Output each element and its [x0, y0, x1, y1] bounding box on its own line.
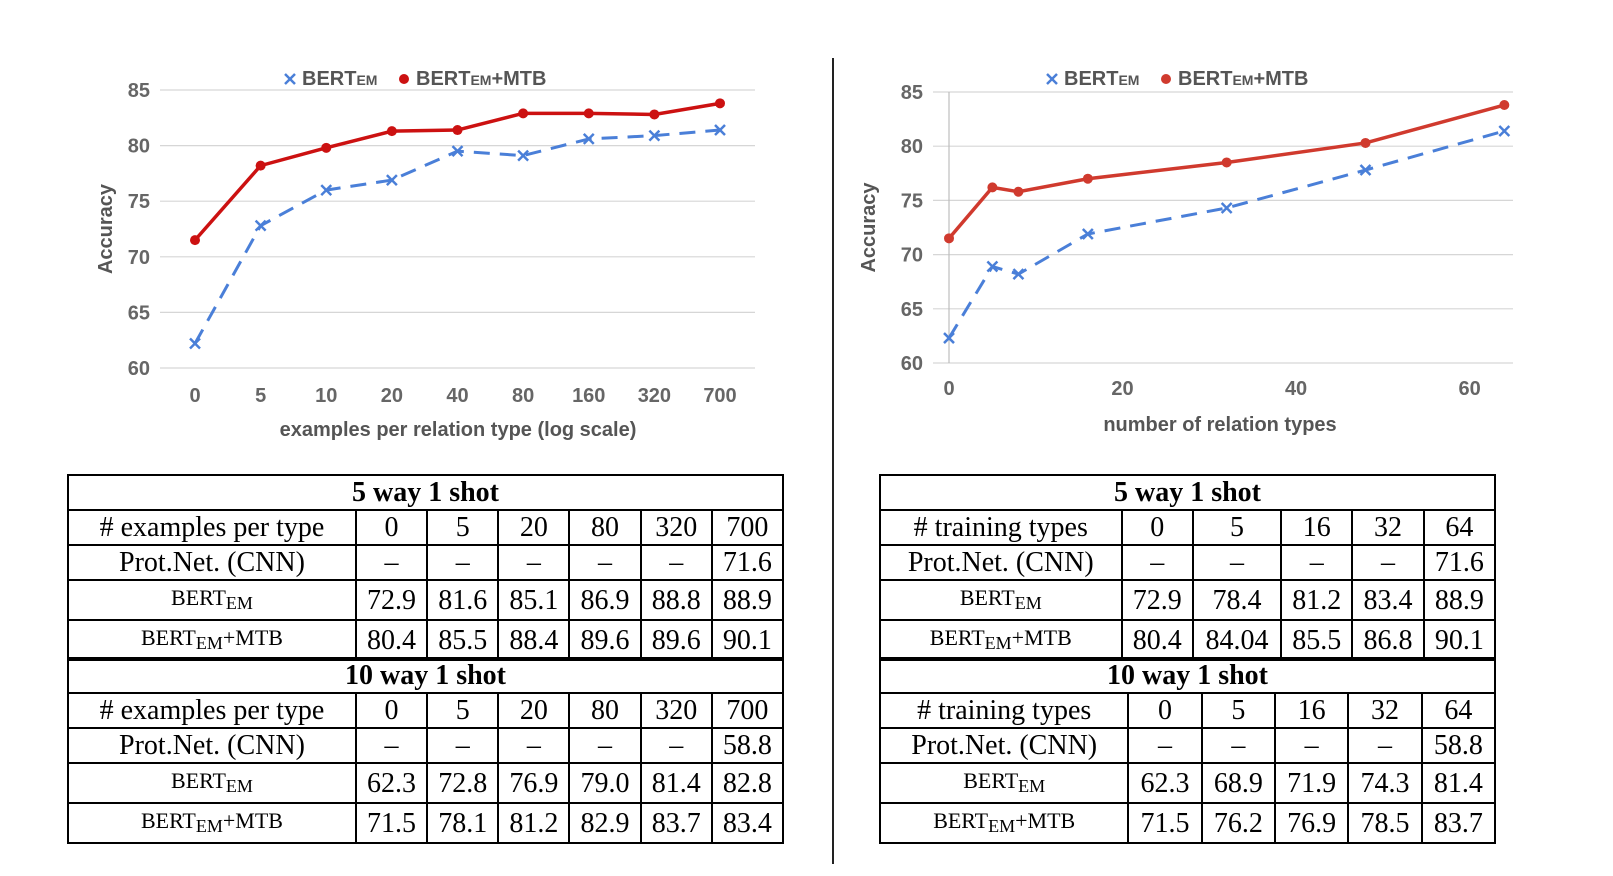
table-cell: 72.8 — [427, 763, 498, 803]
table-cell: 80.4 — [1122, 620, 1193, 660]
header-cell: 20 — [498, 510, 569, 545]
row-label — [68, 580, 356, 620]
row-label: Prot.Net. (CNN) — [68, 728, 356, 763]
header-cell: 320 — [641, 510, 712, 545]
table-title: 10 way 1 shot — [68, 658, 783, 693]
data-point-x — [1222, 203, 1232, 213]
table-row — [68, 620, 783, 660]
table-cell: 72.9 — [1122, 580, 1193, 620]
header-cell: 700 — [712, 510, 783, 545]
data-point-circle — [321, 143, 331, 153]
row-label-base: BERT — [140, 808, 196, 833]
table-cell: 71.5 — [356, 803, 427, 843]
data-point-circle — [649, 109, 659, 119]
header-cell: 80 — [569, 693, 640, 728]
table-cell: 78.4 — [1193, 580, 1281, 620]
table-cell: – — [498, 728, 569, 763]
data-point-circle — [944, 233, 954, 243]
data-point-x — [256, 221, 266, 231]
panel-divider — [832, 58, 834, 864]
data-point-circle — [1499, 100, 1509, 110]
table-cell: 79.0 — [569, 763, 640, 803]
table-cell: 86.8 — [1352, 620, 1423, 660]
right-line-chart — [840, 40, 1613, 450]
y-tick-label: 85 — [127, 80, 150, 102]
y-tick-label: 65 — [127, 302, 150, 325]
data-point-circle — [1013, 187, 1023, 197]
data-point-circle — [1222, 157, 1232, 167]
row-label-sub: EM — [988, 816, 1016, 836]
left-table-5way — [67, 474, 784, 661]
row-label-sub: EM — [984, 633, 1012, 653]
table-title: 5 way 1 shot — [68, 475, 783, 510]
table-cell: – — [356, 545, 427, 580]
table-row — [880, 545, 1495, 580]
data-point-circle — [987, 182, 997, 192]
table-cell: 85.1 — [498, 580, 569, 620]
table-cell: 62.3 — [1128, 763, 1201, 803]
table-cell: 88.9 — [712, 580, 783, 620]
legend-label-0: BERTEM — [302, 68, 378, 90]
table-cell: – — [1281, 545, 1352, 580]
row-label-base: BERT — [963, 768, 1019, 793]
table-row — [880, 580, 1495, 620]
y-tick-label: 75 — [900, 190, 923, 213]
x-axis-title: number of relation types — [1103, 414, 1337, 436]
header-cell: 0 — [1128, 693, 1201, 728]
data-point-x — [190, 339, 200, 349]
table-cell: 78.1 — [427, 803, 498, 843]
table-cell: 85.5 — [427, 620, 498, 660]
table-row — [68, 728, 783, 763]
table-cell: 72.9 — [356, 580, 427, 620]
right-table-10way — [879, 657, 1496, 844]
x-tick-label: 40 — [1284, 378, 1308, 400]
table-cell: – — [356, 728, 427, 763]
data-point-circle — [518, 108, 528, 118]
table-cell: 71.9 — [1275, 763, 1348, 803]
header-cell: 64 — [1424, 510, 1495, 545]
row-label — [880, 580, 1122, 620]
row-label-sub: EM — [195, 816, 223, 836]
header-label: # examples per type — [68, 693, 356, 728]
header-label: # examples per type — [68, 510, 356, 545]
row-label — [68, 620, 356, 660]
table-cell: – — [498, 545, 569, 580]
table-cell: 78.5 — [1348, 803, 1421, 843]
x-tick-label: 80 — [512, 385, 535, 407]
row-label-sub: EM — [225, 776, 253, 796]
data-point-circle — [715, 98, 725, 108]
row-label — [68, 803, 356, 843]
header-cell: 32 — [1348, 693, 1421, 728]
table-title: 10 way 1 shot — [880, 658, 1495, 693]
table-cell: – — [427, 545, 498, 580]
table-cell: 82.9 — [569, 803, 640, 843]
y-axis-title: Accuracy — [858, 182, 880, 273]
table-cell: – — [1352, 545, 1423, 580]
x-tick-label: 40 — [446, 385, 469, 407]
row-label — [68, 763, 356, 803]
table-header-row — [880, 510, 1495, 545]
table-cell: – — [569, 545, 640, 580]
table-row — [880, 803, 1495, 843]
row-label: Prot.Net. (CNN) — [880, 728, 1128, 763]
table-header-row — [880, 693, 1495, 728]
table-cell: 71.6 — [712, 545, 783, 580]
row-label-sub: EM — [1014, 593, 1042, 613]
row-label-base: BERT — [140, 625, 196, 650]
data-point-circle — [1083, 174, 1093, 184]
series-line-1 — [195, 103, 720, 240]
table-cell: 86.9 — [569, 580, 640, 620]
x-tick-label: 5 — [255, 385, 267, 407]
left-line-chart — [0, 40, 810, 450]
x-tick-label: 60 — [1458, 378, 1481, 400]
table-cell: 81.2 — [498, 803, 569, 843]
row-label-suffix: +MTB — [1011, 625, 1072, 650]
row-label-base: BERT — [171, 768, 226, 793]
legend-marker-0 — [285, 74, 295, 84]
x-tick-label: 20 — [1111, 378, 1134, 400]
row-label-suffix: +MTB — [1015, 808, 1076, 833]
table-cell: – — [641, 545, 712, 580]
table-row — [68, 580, 783, 620]
x-tick-label: 700 — [703, 385, 737, 407]
table-cell: 81.4 — [641, 763, 712, 803]
y-tick-label: 60 — [900, 353, 923, 375]
x-axis-title: examples per relation type (log scale) — [279, 419, 637, 441]
table-cell: 58.8 — [1422, 728, 1495, 763]
table-cell: 84.04 — [1193, 620, 1281, 660]
table-cell: 76.2 — [1202, 803, 1275, 843]
table-cell: 89.6 — [641, 620, 712, 660]
left-table-10way — [67, 657, 784, 844]
row-label: Prot.Net. (CNN) — [68, 545, 356, 580]
row-label-base: BERT — [171, 585, 226, 610]
x-tick-label: 320 — [637, 385, 672, 407]
data-point-circle — [190, 235, 200, 245]
table-cell: 81.6 — [427, 580, 498, 620]
row-label-base: BERT — [929, 625, 985, 650]
table-cell: 76.9 — [498, 763, 569, 803]
legend-label-1: BERTEM+MTB — [1178, 68, 1309, 90]
header-cell: 20 — [498, 693, 569, 728]
header-cell: 0 — [356, 510, 427, 545]
table-row — [880, 620, 1495, 660]
header-cell: 0 — [1122, 510, 1193, 545]
y-tick-label: 75 — [127, 191, 150, 214]
row-label-base: BERT — [959, 585, 1015, 610]
row-label: Prot.Net. (CNN) — [880, 545, 1122, 580]
table-cell: 82.8 — [712, 763, 783, 803]
table-cell: 83.4 — [712, 803, 783, 843]
table-cell: 76.9 — [1275, 803, 1348, 843]
table-cell: 71.5 — [1128, 803, 1201, 843]
table-title: 5 way 1 shot — [880, 475, 1495, 510]
header-cell: 700 — [712, 693, 783, 728]
row-label-suffix: +MTB — [222, 625, 283, 650]
table-cell: – — [1122, 545, 1193, 580]
table-row — [68, 803, 783, 843]
data-point-circle — [1360, 138, 1370, 148]
data-point-circle — [584, 108, 594, 118]
row-label — [880, 620, 1122, 660]
table-row — [68, 763, 783, 803]
legend-marker-0 — [1047, 74, 1057, 84]
table-header-row — [68, 693, 783, 728]
table-cell: 80.4 — [356, 620, 427, 660]
table-cell: 83.7 — [641, 803, 712, 843]
row-label — [880, 803, 1128, 843]
header-cell: 16 — [1281, 510, 1352, 545]
legend-label-0: BERTEM — [1064, 68, 1140, 90]
header-cell: 5 — [1202, 693, 1275, 728]
x-tick-label: 10 — [315, 385, 338, 407]
data-point-circle — [453, 125, 463, 135]
row-label-base: BERT — [933, 808, 989, 833]
table-cell: 83.7 — [1422, 803, 1495, 843]
x-tick-label: 160 — [572, 385, 606, 407]
table-cell: 85.5 — [1281, 620, 1352, 660]
row-label-sub: EM — [225, 593, 253, 613]
table-row — [68, 545, 783, 580]
table-cell: 90.1 — [712, 620, 783, 660]
table-cell: – — [569, 728, 640, 763]
series-line-1 — [949, 105, 1504, 238]
table-cell: – — [641, 728, 712, 763]
y-axis-title: Accuracy — [95, 183, 117, 275]
header-cell: 0 — [356, 693, 427, 728]
table-cell: – — [1275, 728, 1348, 763]
table-cell: 81.2 — [1281, 580, 1352, 620]
x-tick-label: 0 — [943, 378, 955, 400]
data-point-x — [1499, 126, 1509, 136]
legend-label-1: BERTEM+MTB — [416, 68, 547, 90]
table-cell: 83.4 — [1352, 580, 1423, 620]
header-cell: 320 — [641, 693, 712, 728]
table-cell: 88.8 — [641, 580, 712, 620]
header-cell: 64 — [1422, 693, 1495, 728]
table-cell: 58.8 — [712, 728, 783, 763]
data-point-circle — [256, 161, 266, 171]
header-cell: 5 — [1193, 510, 1281, 545]
right-table-5way — [879, 474, 1496, 661]
table-cell: 89.6 — [569, 620, 640, 660]
table-cell: 62.3 — [356, 763, 427, 803]
row-label-sub: EM — [1018, 776, 1046, 796]
table-cell: – — [427, 728, 498, 763]
y-tick-label: 70 — [127, 246, 150, 269]
table-cell: – — [1193, 545, 1281, 580]
legend-marker-1 — [1161, 74, 1171, 84]
table-cell: 88.9 — [1424, 580, 1495, 620]
table-cell: 71.6 — [1424, 545, 1495, 580]
row-label-sub: EM — [195, 633, 223, 653]
row-label-suffix: +MTB — [222, 808, 283, 833]
table-header-row — [68, 510, 783, 545]
table-row — [880, 728, 1495, 763]
table-cell: – — [1128, 728, 1201, 763]
table-cell: 90.1 — [1424, 620, 1495, 660]
y-tick-label: 85 — [900, 82, 923, 104]
header-cell: 16 — [1275, 693, 1348, 728]
table-cell: – — [1348, 728, 1421, 763]
y-tick-label: 60 — [127, 358, 150, 380]
legend-marker-1 — [399, 74, 409, 84]
header-cell: 5 — [427, 510, 498, 545]
row-label — [880, 763, 1128, 803]
table-cell: 88.4 — [498, 620, 569, 660]
header-label: # training types — [880, 510, 1122, 545]
y-tick-label: 65 — [900, 298, 923, 321]
x-tick-label: 0 — [189, 385, 201, 407]
table-row — [880, 763, 1495, 803]
table-cell: 74.3 — [1348, 763, 1421, 803]
y-tick-label: 80 — [900, 136, 923, 159]
header-cell: 5 — [427, 693, 498, 728]
table-cell: 68.9 — [1202, 763, 1275, 803]
y-tick-label: 70 — [900, 244, 923, 267]
header-label: # training types — [880, 693, 1128, 728]
x-tick-label: 20 — [380, 385, 403, 407]
y-tick-label: 80 — [127, 135, 150, 158]
header-cell: 80 — [569, 510, 640, 545]
header-cell: 32 — [1352, 510, 1423, 545]
table-cell: – — [1202, 728, 1275, 763]
data-point-circle — [387, 126, 397, 136]
table-cell: 81.4 — [1422, 763, 1495, 803]
